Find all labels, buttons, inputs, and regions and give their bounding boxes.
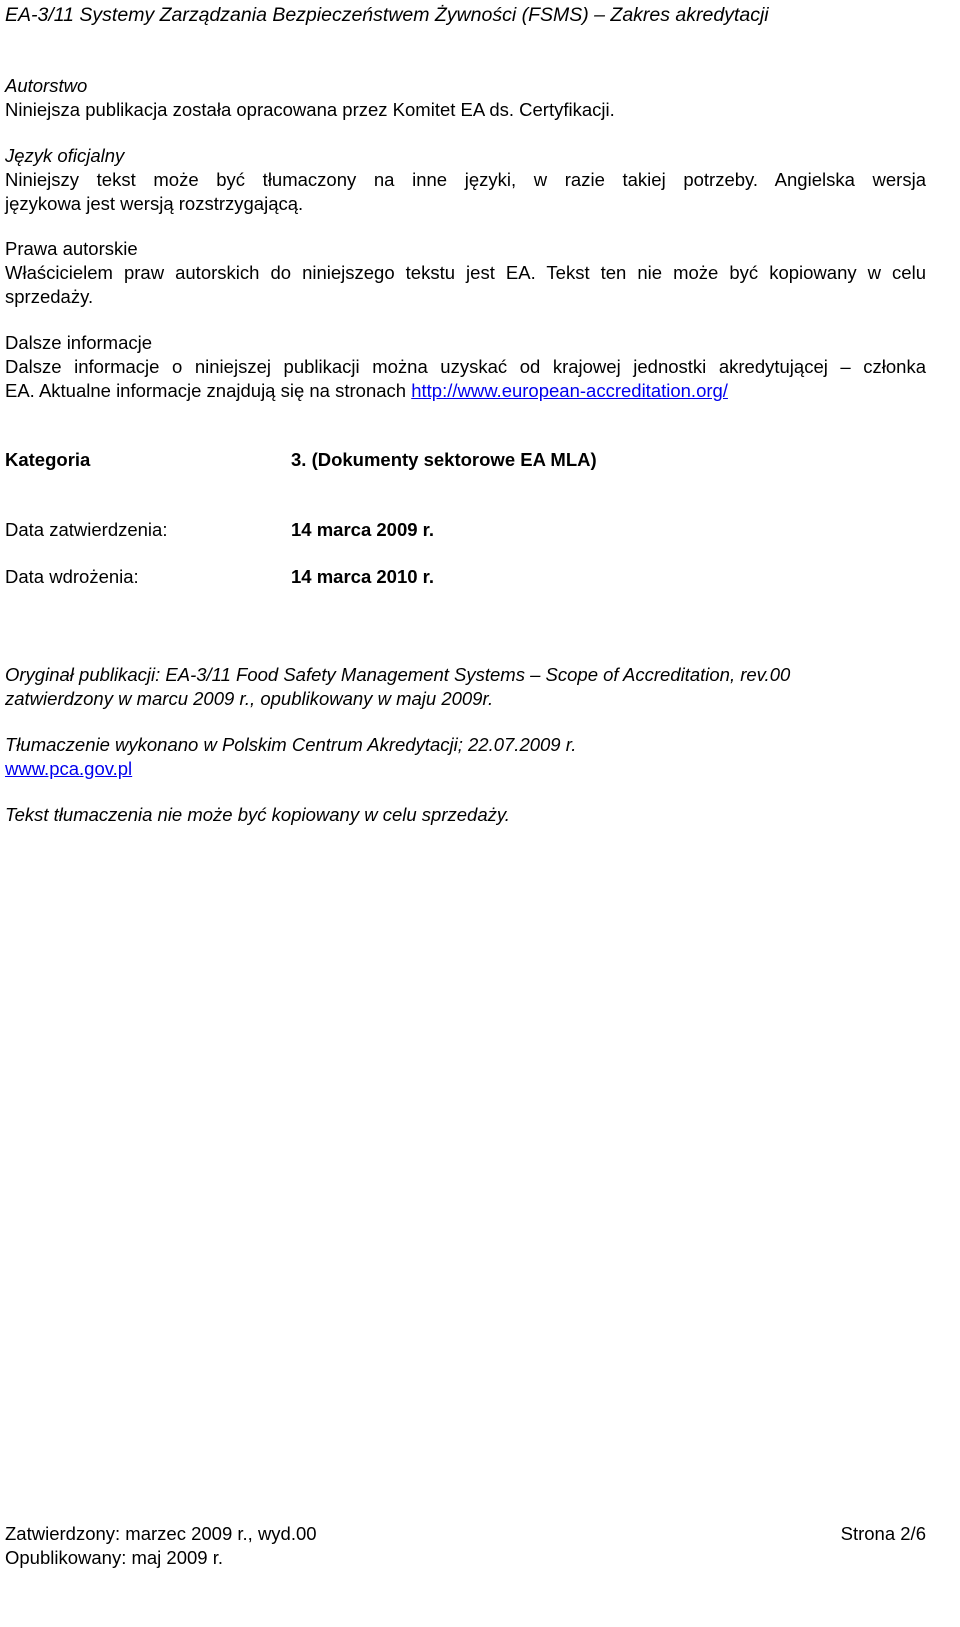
document-header-title: EA-3/11 Systemy Zarządzania Bezpieczeństwem Żywności (FSMS) – Zakres akredytacji [5,4,769,26]
original-publication [5,663,926,711]
category-value: 3. (Dokumenty sektorowe EA MLA) [291,449,597,470]
section-official-language-title: Język oficjalny [5,145,125,166]
translation-info [5,733,926,781]
pca-website-link[interactable]: www.pca.gov.pl [5,758,133,779]
footer-published: Opublikowany: maj 2009 r. [5,1547,224,1568]
section-further-info-line2 [5,379,926,403]
section-copyright [5,237,926,309]
translation-info-line1: Tłumaczenie wykonano w Polskim Centrum Akredytacji; 22.07.2009 r. [5,734,577,755]
section-official-language-line2: językowa jest wersją rozstrzygającą. [5,193,304,214]
implementation-date-value: 14 marca 2010 r. [291,566,434,587]
section-authorship [5,74,926,122]
implementation-date-label: Data wdrożenia: [5,566,139,587]
original-publication-line1: Oryginał publikacji: EA-3/11 Food Safety Management Systems – Scope of Accreditation, rev.00 [5,664,791,685]
category-row [5,448,926,474]
document-page [5,0,926,1627]
footer-approved: Zatwierdzony: marzec 2009 r., wyd.00 [5,1523,317,1544]
section-copyright-title: Prawa autorskie [5,238,138,259]
section-official-language-line1: Niniejszy tekst może być tłumaczony na inne języki, w razie takiej potrzeby. Angielska wersja [5,169,926,190]
section-further-info-line1: Dalsze informacje o niniejszej publikacji można uzyskać od krajowej jednostki akredytującej – członka [5,356,926,377]
section-copyright-line2: sprzedaży. [5,286,94,307]
category-label: Kategoria [5,449,91,470]
section-further-info-line2-text: EA. Aktualne informacje znajdują się na stronach [5,380,412,401]
section-further-info-title: Dalsze informacje [5,332,153,353]
approval-date-row [5,518,926,544]
approval-date-label: Data zatwierdzenia: [5,519,168,540]
section-official-language [5,144,926,216]
section-copyright-line1: Właścicielem praw autorskich do niniejszego tekstu jest EA. Tekst ten nie może być kopiowany w celu [5,262,926,283]
translation-copy-notice: Tekst tłumaczenia nie może być kopiowany w celu sprzedaży. [5,804,510,825]
section-authorship-body: Niniejsza publikacja została opracowana przez Komitet EA ds. Certyfikacji. [5,99,615,120]
original-publication-line2: zatwierdzony w marcu 2009 r., opublikowany w maju 2009r. [5,688,494,709]
section-authorship-title: Autorstwo [5,75,88,96]
footer-page-number: Strona 2/6 [840,1523,926,1544]
implementation-date-row [5,565,926,591]
ea-website-link[interactable]: http://www.european-accreditation.org/ [411,380,728,401]
approval-date-value: 14 marca 2009 r. [291,519,434,540]
page-footer [5,1522,926,1570]
section-further-info [5,331,926,403]
